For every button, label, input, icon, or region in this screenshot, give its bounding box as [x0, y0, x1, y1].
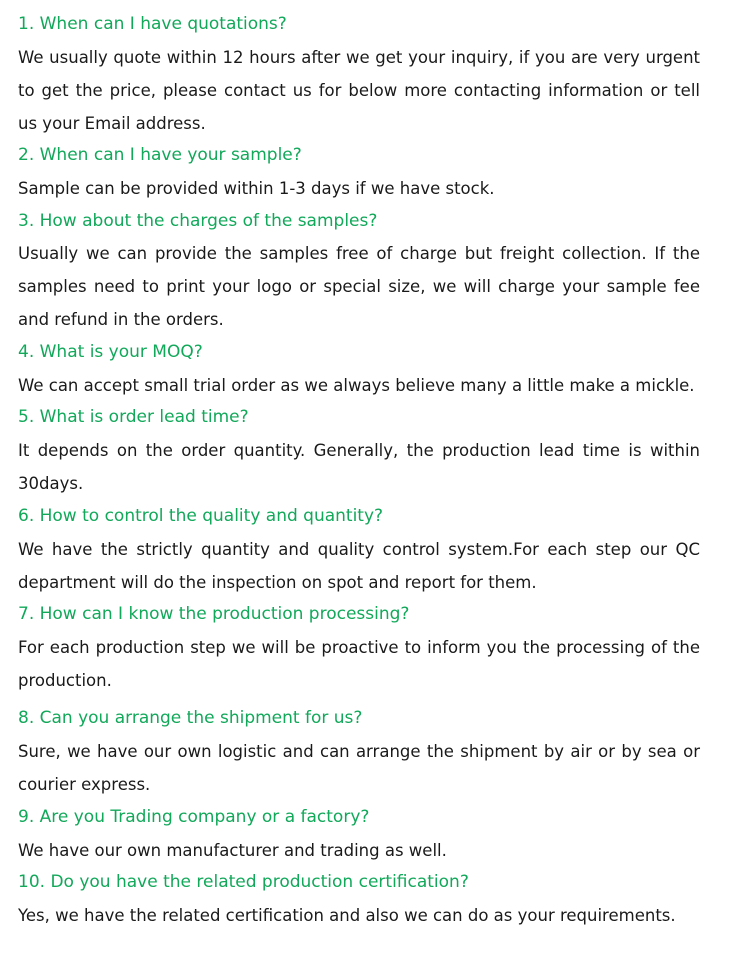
faq-question-6: 6. How to control the quality and quantity?	[18, 506, 384, 526]
faq-answer-line: 30days.	[18, 474, 84, 493]
faq-answer-8	[18, 735, 700, 801]
faq-answer-2	[18, 172, 700, 205]
faq-answer-line: It depends on the order quantity. Generally, the production lead time is within	[18, 441, 700, 460]
faq-answer-line: Yes, we have the related certification and also we can do as your requirements.	[18, 906, 676, 925]
faq-answer-1	[18, 41, 700, 140]
faq-answer-line: We have the strictly quantity and quality control system.For each step our QC	[18, 540, 700, 559]
faq-question-9: 9. Are you Trading company or a factory?	[18, 807, 370, 827]
faq-answer-4	[18, 369, 700, 402]
faq-answer-line: to get the price, please contact us for below more contacting information or tell	[18, 81, 700, 100]
faq-question-4: 4. What is your MOQ?	[18, 342, 203, 362]
faq-answer-9	[18, 834, 700, 867]
faq-answer-line: We can accept small trial order as we always believe many a little make a mickle.	[18, 376, 695, 395]
faq-answer-line: production.	[18, 671, 112, 690]
faq-question-1: 1. When can I have quotations?	[18, 14, 287, 34]
faq-answer-line: For each production step we will be proactive to inform you the processing of the	[18, 638, 700, 657]
faq-answer-line: courier express.	[18, 775, 151, 794]
faq-answer-line: and refund in the orders.	[18, 310, 224, 329]
faq-answer-line: We have our own manufacturer and trading as well.	[18, 841, 447, 860]
faq-answer-line: We usually quote within 12 hours after we get your inquiry, if you are very urgent	[18, 48, 700, 67]
faq-question-5: 5. What is order lead time?	[18, 407, 249, 427]
faq-answer-3	[18, 237, 700, 336]
faq-question-7: 7. How can I know the production processing?	[18, 604, 410, 624]
faq-question-2: 2. When can I have your sample?	[18, 145, 302, 165]
faq-answer-6	[18, 533, 700, 599]
faq-question-10: 10. Do you have the related production certification?	[18, 872, 469, 892]
faq-answer-line: department will do the inspection on spot and report for them.	[18, 573, 537, 592]
faq-answer-line: Usually we can provide the samples free of charge but freight collection. If the	[18, 244, 700, 263]
faq-answer-10	[18, 899, 700, 932]
faq-answer-line: Sample can be provided within 1-3 days if we have stock.	[18, 179, 495, 198]
faq-answer-line: Sure, we have our own logistic and can arrange the shipment by air or by sea or	[18, 742, 700, 761]
faq-question-3: 3. How about the charges of the samples?	[18, 211, 378, 231]
faq-question-8: 8. Can you arrange the shipment for us?	[18, 708, 363, 728]
faq-answer-7	[18, 631, 700, 697]
faq-answer-5	[18, 434, 700, 500]
faq-answer-line: samples need to print your logo or special size, we will charge your sample fee	[18, 277, 700, 296]
faq-answer-line: us your Email address.	[18, 114, 206, 133]
